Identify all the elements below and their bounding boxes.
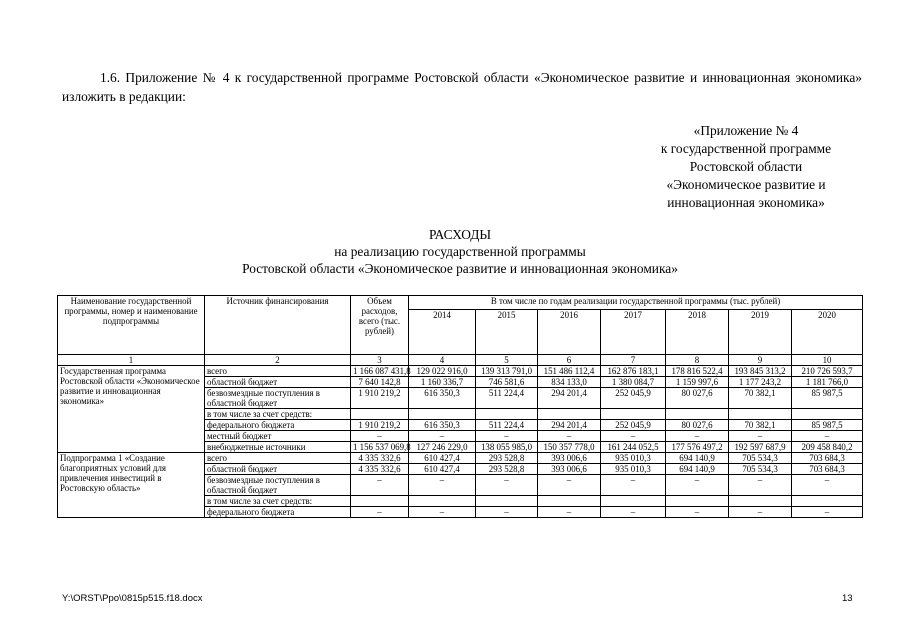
value-cell <box>409 409 476 420</box>
value-cell: 511 224,4 <box>476 388 538 409</box>
header-year: 2020 <box>792 310 863 355</box>
funding-source-cell: в том числе за счет средств: <box>205 496 351 507</box>
value-cell: 210 726 593,7 <box>792 366 863 377</box>
value-cell: 616 350,3 <box>409 388 476 409</box>
value-cell: 511 224,4 <box>476 420 538 431</box>
column-index: 6 <box>538 355 601 366</box>
funding-source-cell: областной бюджет <box>205 377 351 388</box>
value-cell: 705 534,3 <box>729 453 792 464</box>
value-cell: 70 382,1 <box>729 420 792 431</box>
value-cell: 209 458 840,2 <box>792 442 863 453</box>
value-cell <box>792 496 863 507</box>
funding-source-cell: безвозмездные поступления в областной бюджет <box>205 388 351 409</box>
value-cell <box>601 496 666 507</box>
appendix-reference <box>630 122 862 212</box>
value-cell: 1 910 219,2 <box>351 420 409 431</box>
value-cell: – <box>351 475 409 496</box>
header-volume: Объем расходов, всего (тыс. рублей) <box>351 296 409 355</box>
value-cell: – <box>476 431 538 442</box>
value-cell: 192 597 687,9 <box>729 442 792 453</box>
value-cell: – <box>409 431 476 442</box>
intro-paragraph <box>62 68 862 106</box>
value-cell: 80 027,6 <box>666 420 729 431</box>
value-cell: 80 027,6 <box>666 388 729 409</box>
funding-source-cell: в том числе за счет средств: <box>205 409 351 420</box>
value-cell: 4 335 332,6 <box>351 464 409 475</box>
value-cell <box>538 409 601 420</box>
value-cell: – <box>351 507 409 518</box>
value-cell: 70 382,1 <box>729 388 792 409</box>
value-cell: 139 313 791,0 <box>476 366 538 377</box>
value-cell: 293 528,8 <box>476 453 538 464</box>
value-cell: – <box>666 507 729 518</box>
column-index: 9 <box>729 355 792 366</box>
funding-source-cell: всего <box>205 453 351 464</box>
value-cell: 127 246 229,0 <box>409 442 476 453</box>
column-index: 1 <box>58 355 205 366</box>
value-cell: 1 910 219,2 <box>351 388 409 409</box>
value-cell: 193 845 313,2 <box>729 366 792 377</box>
value-cell: 610 427,4 <box>409 453 476 464</box>
value-cell: 85 987,5 <box>792 388 863 409</box>
value-cell: 1 160 336,7 <box>409 377 476 388</box>
title-line-1: на реализацию государственной программы <box>334 244 586 259</box>
value-cell: 935 010,3 <box>601 464 666 475</box>
column-index: 8 <box>666 355 729 366</box>
value-cell: 7 640 142,8 <box>351 377 409 388</box>
header-year: 2016 <box>538 310 601 355</box>
page-number: 13 <box>842 593 853 604</box>
title-heading: РАСХОДЫ <box>428 227 492 242</box>
value-cell: – <box>601 507 666 518</box>
program-name-cell: Подпрограмма 1 «Создание благоприятных условий для привлечения инвестиций в Ростовскую область» <box>58 453 205 518</box>
value-cell: 1 177 243,2 <box>729 377 792 388</box>
column-index: 10 <box>792 355 863 366</box>
value-cell: 1 181 766,0 <box>792 377 863 388</box>
value-cell: 616 350,3 <box>409 420 476 431</box>
table-row <box>58 453 863 464</box>
value-cell: 178 816 522,4 <box>666 366 729 377</box>
value-cell: – <box>792 475 863 496</box>
appendix-line: Ростовской области <box>689 159 803 174</box>
value-cell: 1 380 084,7 <box>601 377 666 388</box>
value-cell: – <box>729 507 792 518</box>
value-cell: – <box>538 507 601 518</box>
value-cell: 694 140,9 <box>666 453 729 464</box>
funding-source-cell: безвозмездные поступления в областной бюджет <box>205 475 351 496</box>
value-cell: 161 244 052,5 <box>601 442 666 453</box>
column-index: 5 <box>476 355 538 366</box>
value-cell: 150 357 778,0 <box>538 442 601 453</box>
value-cell: – <box>729 475 792 496</box>
funding-source-cell: областной бюджет <box>205 464 351 475</box>
value-cell: 705 534,3 <box>729 464 792 475</box>
value-cell: 293 528,8 <box>476 464 538 475</box>
value-cell <box>666 496 729 507</box>
appendix-line: к государственной программе <box>660 141 832 156</box>
value-cell <box>476 409 538 420</box>
value-cell: 129 022 916,0 <box>409 366 476 377</box>
appendix-line: инновационная экономика» <box>667 195 825 210</box>
header-year: 2014 <box>409 310 476 355</box>
intro-text: 1.6. Приложение № 4 к государственной программе Ростовской области «Экономическое развитие и инновационная экономика» изложить в редакции: <box>62 70 862 104</box>
value-cell <box>601 409 666 420</box>
funding-source-cell: всего <box>205 366 351 377</box>
column-index-row <box>58 355 863 366</box>
column-index: 2 <box>205 355 351 366</box>
value-cell: 85 987,5 <box>792 420 863 431</box>
header-year: 2015 <box>476 310 538 355</box>
value-cell: – <box>792 507 863 518</box>
header-year: 2017 <box>601 310 666 355</box>
value-cell: – <box>601 431 666 442</box>
value-cell: 610 427,4 <box>409 464 476 475</box>
value-cell <box>476 496 538 507</box>
value-cell: – <box>666 431 729 442</box>
value-cell <box>729 496 792 507</box>
value-cell <box>351 496 409 507</box>
appendix-line: «Приложение № 4 <box>693 123 799 138</box>
header-years-group: В том числе по годам реализации государственной программы (тыс. рублей) <box>409 296 863 310</box>
funding-source-cell: федерального бюджета <box>205 420 351 431</box>
value-cell: 393 006,6 <box>538 464 601 475</box>
file-path: Y:\ORST\Ppo\0815p515.f18.docx <box>62 593 203 604</box>
value-cell: 1 159 997,6 <box>666 377 729 388</box>
value-cell: 294 201,4 <box>538 388 601 409</box>
value-cell: 834 133,0 <box>538 377 601 388</box>
value-cell: 294 201,4 <box>538 420 601 431</box>
table-title <box>140 226 780 277</box>
column-index: 4 <box>409 355 476 366</box>
value-cell: 151 486 112,4 <box>538 366 601 377</box>
value-cell: – <box>666 475 729 496</box>
value-cell <box>538 496 601 507</box>
value-cell: – <box>476 475 538 496</box>
expenses-table <box>57 295 863 518</box>
value-cell <box>666 409 729 420</box>
value-cell: – <box>601 475 666 496</box>
value-cell <box>409 496 476 507</box>
header-year: 2018 <box>666 310 729 355</box>
value-cell: 935 010,3 <box>601 453 666 464</box>
value-cell: – <box>409 507 476 518</box>
value-cell: 746 581,6 <box>476 377 538 388</box>
value-cell: 1 156 537 069,8 <box>351 442 409 453</box>
value-cell: – <box>538 431 601 442</box>
value-cell: 252 045,9 <box>601 420 666 431</box>
header-source: Источник финансирования <box>205 296 351 355</box>
value-cell <box>792 409 863 420</box>
title-line-2: Ростовской области «Экономическое развитие и инновационная экономика» <box>242 261 678 276</box>
funding-source-cell: местный бюджет <box>205 431 351 442</box>
value-cell: 138 055 985,0 <box>476 442 538 453</box>
value-cell: 177 576 497,2 <box>666 442 729 453</box>
value-cell: 703 684,3 <box>792 464 863 475</box>
value-cell: 162 876 183,1 <box>601 366 666 377</box>
value-cell: – <box>476 507 538 518</box>
column-index: 3 <box>351 355 409 366</box>
value-cell: – <box>409 475 476 496</box>
value-cell: – <box>792 431 863 442</box>
value-cell: 1 166 087 431,8 <box>351 366 409 377</box>
value-cell <box>729 409 792 420</box>
appendix-line: «Экономическое развитие и <box>666 177 826 192</box>
table-body <box>58 355 863 518</box>
header-year: 2019 <box>729 310 792 355</box>
funding-source-cell: федерального бюджета <box>205 507 351 518</box>
header-name: Наименование государственной программы, номер и наименование подпрограммы <box>58 296 205 355</box>
value-cell: 703 684,3 <box>792 453 863 464</box>
value-cell: – <box>538 475 601 496</box>
value-cell: – <box>351 431 409 442</box>
column-index: 7 <box>601 355 666 366</box>
value-cell: 393 006,6 <box>538 453 601 464</box>
funding-source-cell: внебюджетные источники <box>205 442 351 453</box>
value-cell: 694 140,9 <box>666 464 729 475</box>
value-cell: – <box>729 431 792 442</box>
value-cell <box>351 409 409 420</box>
value-cell: 4 335 332,6 <box>351 453 409 464</box>
value-cell: 252 045,9 <box>601 388 666 409</box>
table-row <box>58 366 863 377</box>
program-name-cell: Государственная программа Ростовской области «Экономическое развитие и инновационная экономика» <box>58 366 205 453</box>
